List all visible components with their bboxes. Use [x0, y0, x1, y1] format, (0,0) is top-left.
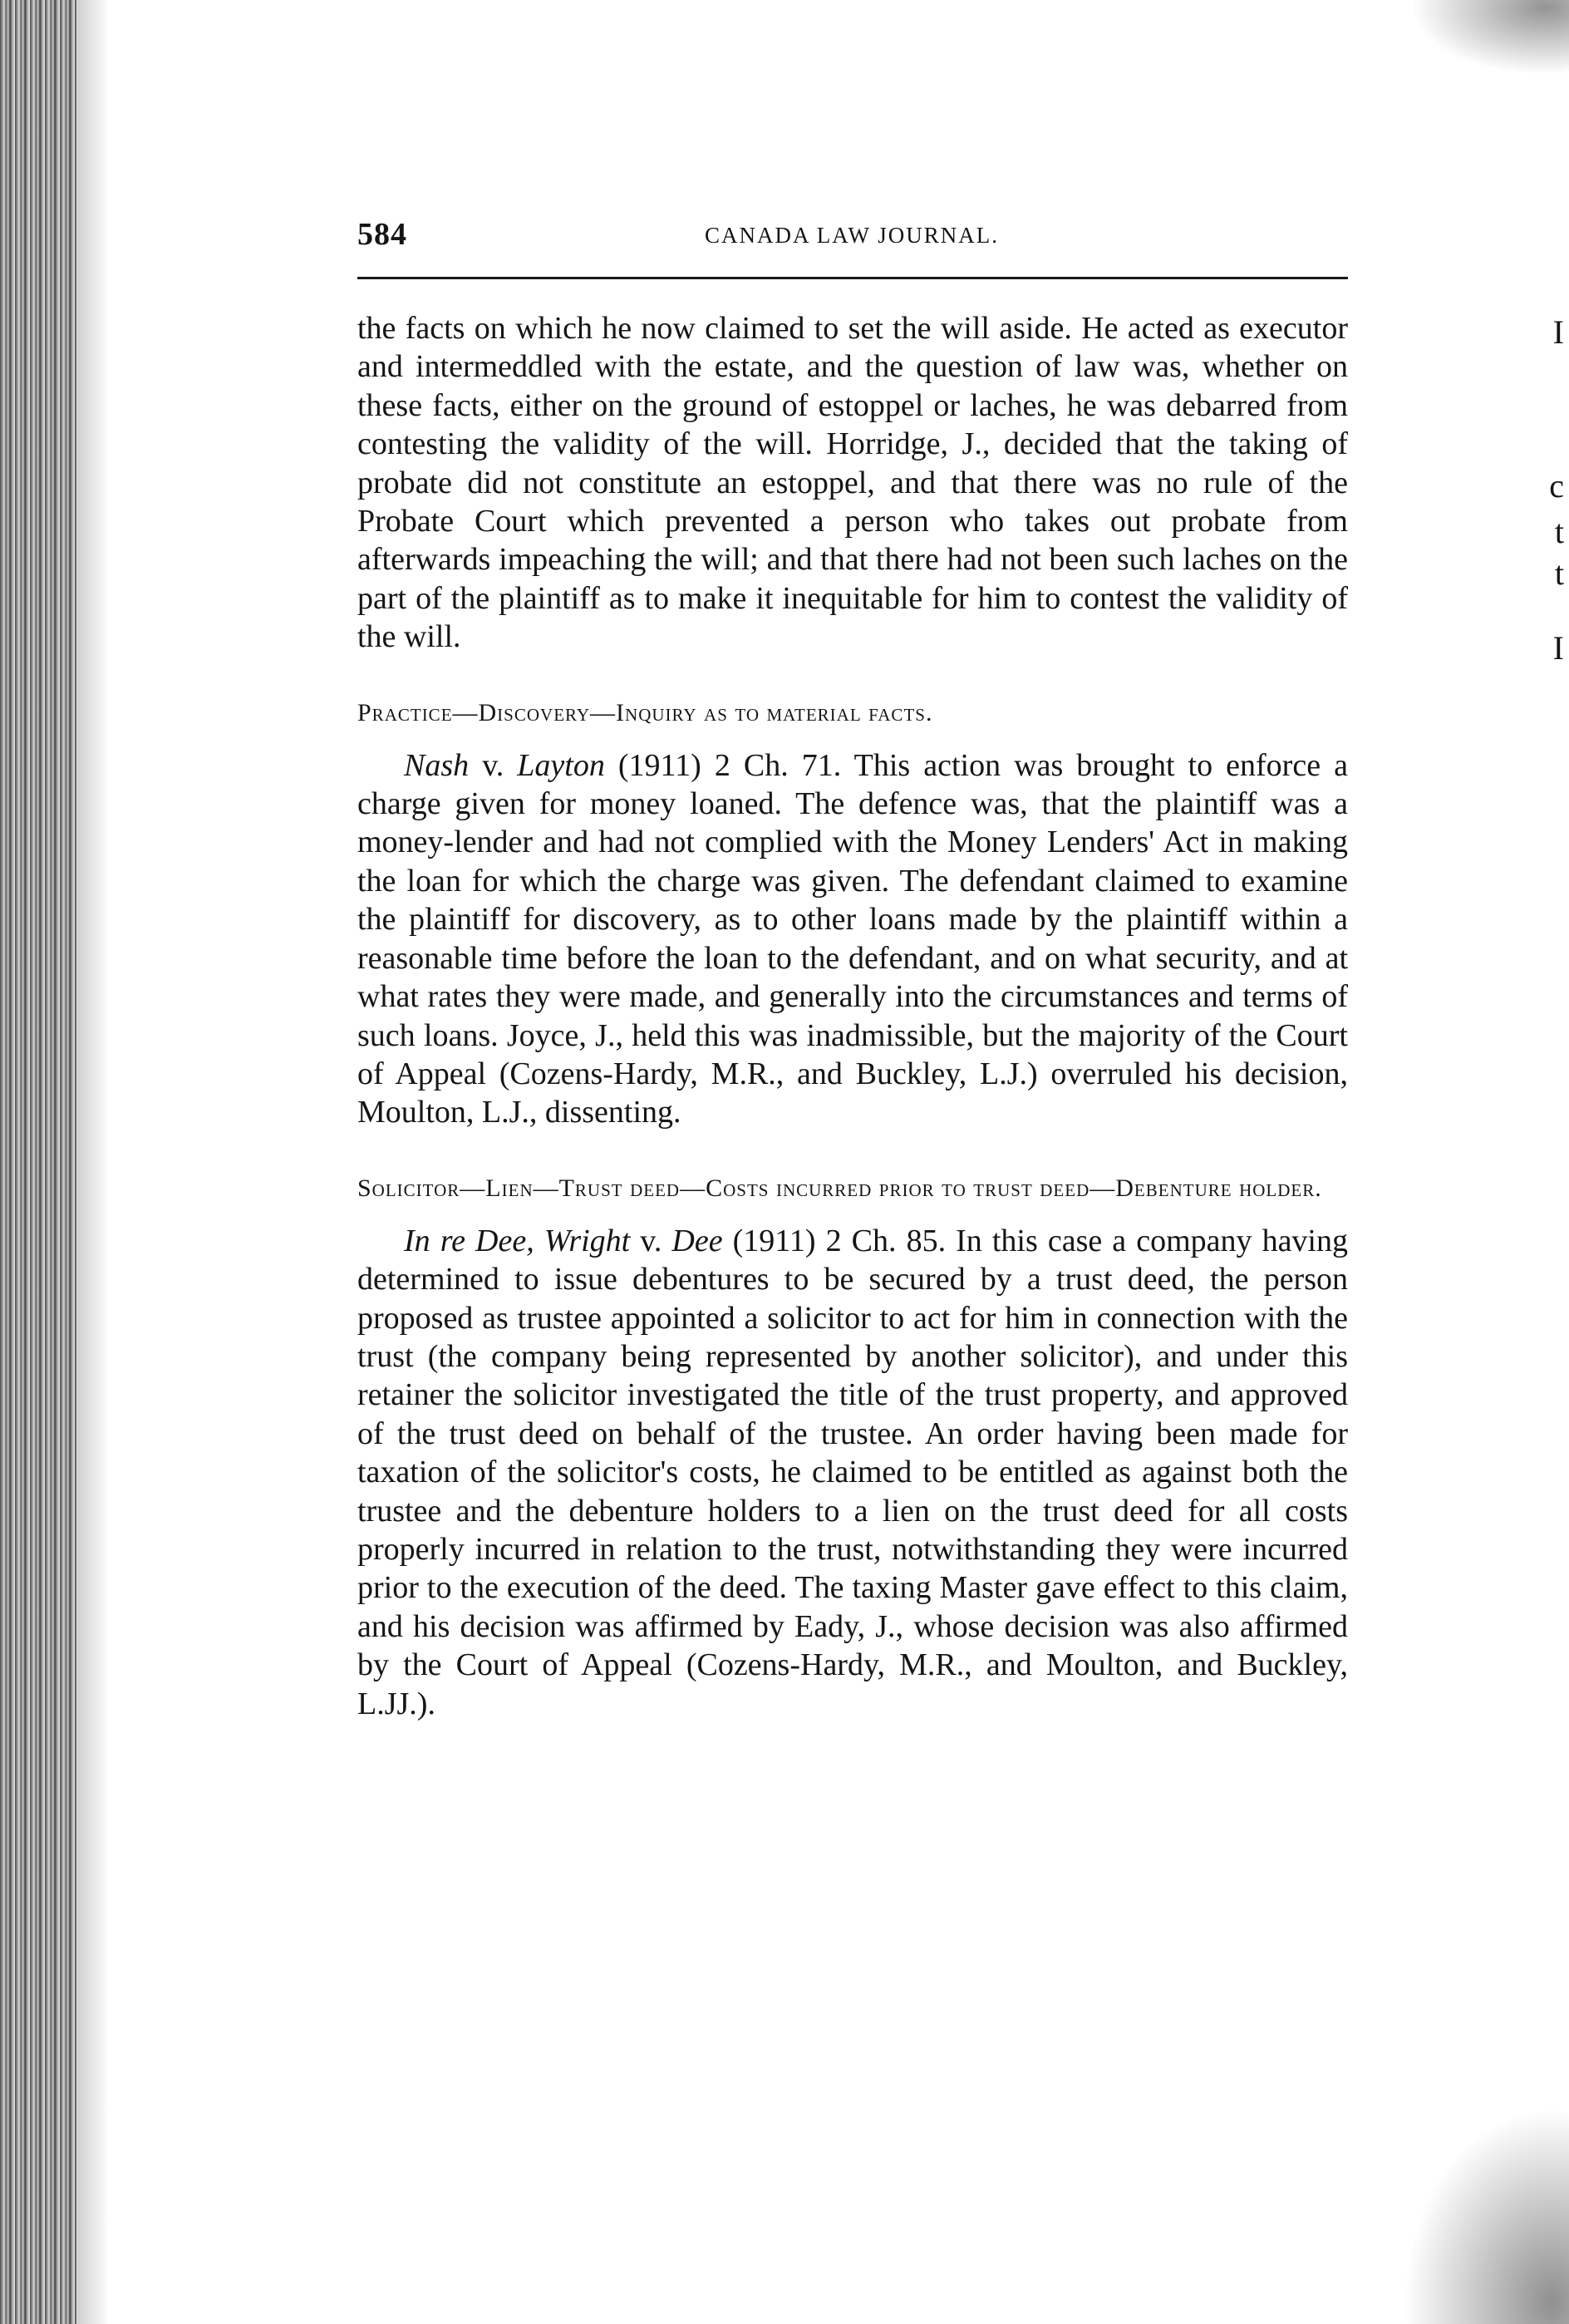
case-connector: v. [469, 747, 518, 783]
margin-fragment: c [1549, 467, 1564, 505]
adjacent-page-fragments [1539, 313, 1564, 781]
page-header [357, 216, 1346, 266]
margin-fragment: I [1552, 313, 1564, 351]
case-summary-text: (1911) 2 Ch. 85. In this case a company having determined to issue debentures to be secured by a trust deed, the person proposed as trustee appointed a solicitor to act for him in connection with the trust (the company being represented by another solicitor), and under this retainer the solicitor investigated the title of the trust property, and approved of the trust deed on behalf of the trustee. An order having been made for taxation of the solicitor's costs, he claimed to be entitled as against both the trustee and the debenture holders to a lien on the trust deed for all costs properly incurred in relation to the trust, notwithstanding they were incurred prior to the execution of the deed. The taxing Master gave effect to this claim, and his decision was affirmed by Eady, J., whose decision was also affirmed by the Court of Appeal (Cozens-Hardy, M.R., and Moulton, and Buckley, L.JJ.). [357, 1223, 1348, 1721]
page-corner-top-right [1411, 0, 1569, 75]
page-corner-bottom-right [1403, 2108, 1569, 2324]
running-title: CANADA LAW JOURNAL. [704, 223, 1000, 248]
case-name-party-1: Nash [404, 747, 470, 783]
margin-fragment: t [1554, 513, 1564, 550]
section-heading-practice: Practice—Discovery—Inquiry as to material facts. [357, 698, 933, 726]
case-name-party-1: In re Dee, Wright [404, 1223, 631, 1258]
section-heading-solicitor: Solicitor—Lien—Trust deed—Costs incurred prior to trust deed—Debenture holder. [357, 1174, 1322, 1202]
case-name-party-2: Layton [517, 747, 605, 783]
binding-shadow [76, 0, 110, 2324]
case-name-party-2: Dee [671, 1223, 723, 1258]
case-paragraph-dee [357, 1222, 1348, 1723]
page-body [357, 309, 1348, 1723]
continuation-paragraph: the facts on which he now claimed to set the will aside. He acted as executor and intermeddled with the estate, and the question of law was, whether on these facts, either on the ground of estoppel or laches, he was debarred from contesting the validity of the will. Horridge, J., decided that the taking of probate did not constitute an estoppel, and that there was no rule of the Probate Court which prevented a person who takes out probate from afterwards impeaching the will; and that there had not been such laches on the part of the plaintiff as to make it inequitable for him to contest the validity of the will. [357, 311, 1348, 655]
margin-fragment: t [1554, 554, 1564, 592]
header-rule [357, 277, 1348, 279]
case-paragraph-nash [357, 746, 1348, 1132]
case-connector: v. [630, 1223, 672, 1258]
page-number: 584 [357, 217, 407, 252]
margin-fragment: I [1552, 629, 1564, 667]
case-summary-text: (1911) 2 Ch. 71. This action was brought to enforce a charge given for money loaned. The defence was, that the plaintiff was a money-lender and had not complied with the Money Lenders' Act in making the loan for which the charge was given. The defendant claimed to examine the plaintiff for discovery, as to other loans made by the plaintiff within a reasonable time before the loan to the defendant, and on what security, and at what rates they were made, and generally into the circumstances and terms of such loans. Joyce, J., held this was inadmissible, but the majority of the Court of Appeal (Cozens-Hardy, M.R., and Buckley, L.J.) overruled his decision, Moulton, L.J., dissenting. [357, 747, 1348, 1130]
binding-edge [0, 0, 76, 2324]
